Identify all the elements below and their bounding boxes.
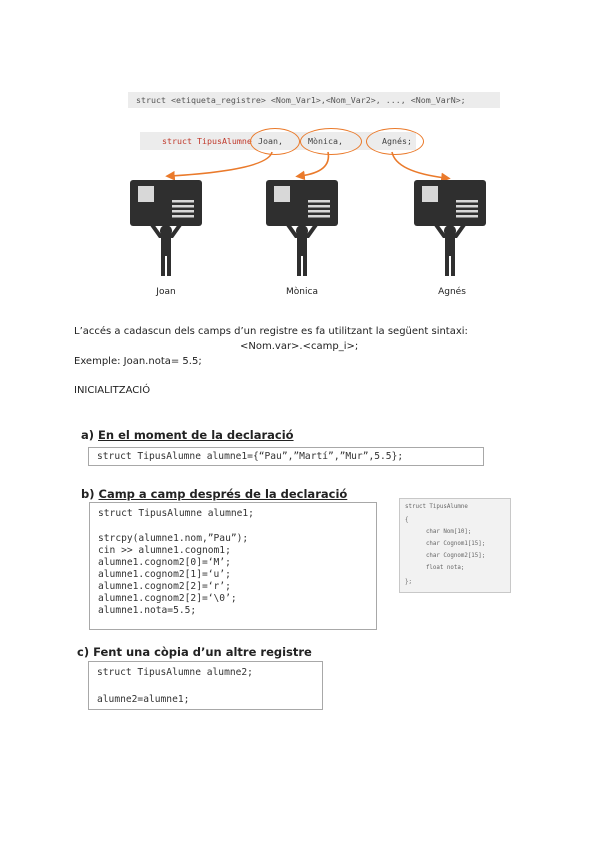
struct-def-line-5: char Cognom2[15]; [405,553,486,559]
struct-def-line-4: char Cognom1[15]; [405,541,486,547]
section-c-heading [77,645,312,659]
example-text: Exemple: Joan.nota= 5.5; [74,356,202,367]
code-b-line-4: cin >> alumne1.cognom1; [98,545,231,556]
section-c-prefix: c) [77,645,94,659]
declaration-var-2: Mònica, [308,136,343,146]
person-icon-joan [130,180,202,276]
person-icon-agnes [414,180,486,276]
code-box-b [89,502,377,630]
people-diagram [0,0,600,300]
struct-def-line-3: char Nom[10]; [405,529,472,535]
section-b-heading [81,487,347,501]
code-b-line-8: alumne1.cognom2[2]=‘\0’; [98,593,237,604]
declaration-var-1: Joan, [258,136,283,146]
intro-text: L’accés a cadascun dels camps d’un registre es fa utilitzant la següent sintaxi: [74,326,468,337]
section-b-prefix: b) [81,487,99,501]
section-a-heading [81,428,294,442]
declaration-keyword: struct TipusAlumne [162,136,252,146]
person-label-joan: Joan [156,287,176,297]
struct-def-line-1: struct TipusAlumne [405,504,468,510]
code-b-line-7: alumne1.cognom2[2]=‘r’; [98,581,231,592]
connector-monica [300,152,328,176]
init-heading: INICIALITZACIÓ [74,385,151,396]
code-box-c [88,661,323,710]
connector-joan [170,152,272,176]
code-b-line-6: alumne1.cognom2[1]=‘u’; [98,569,231,580]
code-b-line-1: struct TipusAlumne alumne1; [98,508,254,519]
struct-def-line-6: float nota; [405,565,465,571]
section-c-title: Fent una còpia d’un altre registre [93,645,312,659]
person-label-agnes: Agnés [438,287,466,297]
section-a-prefix: a) [81,428,99,442]
struct-definition-box [399,498,511,593]
code-b-line-5: alumne1.cognom2[0]=‘M’; [98,557,231,568]
connector-agnes [392,152,446,178]
code-b-line-3: strcpy(alumne1.nom,”Pau”); [98,533,249,544]
struct-def-line-7: }; [405,579,412,585]
section-b-title: Camp a camp després de la declaració [98,487,348,501]
person-icon-monica [266,180,338,276]
code-b-line-9: alumne1.nota=5.5; [98,605,197,616]
section-a-title: En el moment de la declaració [98,428,294,442]
code-c-line-1: struct TipusAlumne alumne2; [97,667,253,678]
declaration-var-3: Agnés; [382,136,412,146]
code-a-line: struct TipusAlumne alumne1={“Pau”,”Martí”,”Mur”,5.5}; [97,451,404,462]
code-c-line-3: alumne2=alumne1; [97,694,190,705]
struct-def-line-2: { [405,517,409,523]
code-box-a [88,447,484,466]
syntax-line: struct <etiqueta_registre> <Nom_Var1>,<Nom_Var2>, ..., <Nom_VarN>; [128,92,500,108]
person-label-monica: Mònica [286,287,318,297]
access-syntax: <Nom.var>.<camp_i>; [240,341,359,352]
